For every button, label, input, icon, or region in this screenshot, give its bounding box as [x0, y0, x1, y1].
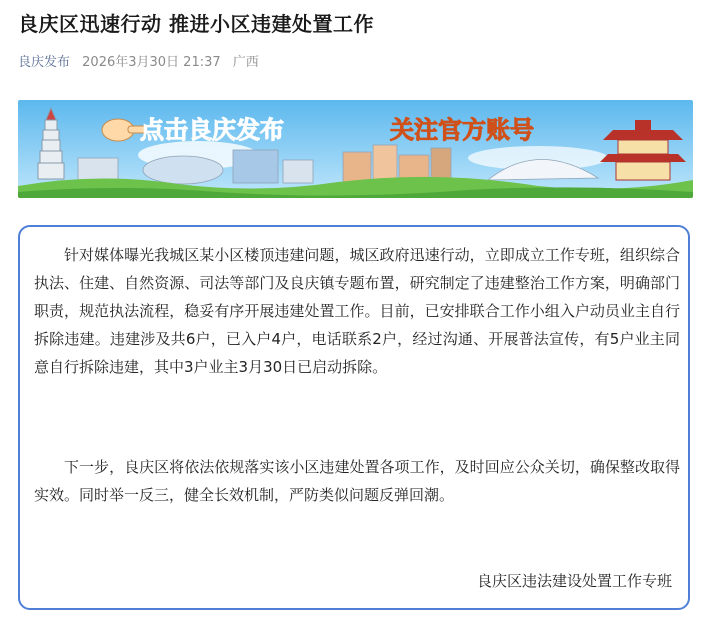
publish-location: 广西	[232, 55, 259, 70]
banner-text-right: 关注官方账号	[390, 116, 534, 144]
article-meta	[18, 51, 267, 70]
promo-banner[interactable]	[18, 100, 693, 198]
banner-illustration	[18, 100, 693, 198]
publish-datetime: 2026年3月30日 21:37	[82, 55, 221, 70]
statement-box	[18, 225, 690, 610]
paragraph-1: 针对媒体曝光我城区某小区楼顶违建问题，城区政府迅速行动，立即成立工作专班，组织综合执法、住建、自然资源、司法等部门及良庆镇专题布置，研究制定了违建整治工作方案，明确部门职责，规范执法流程，稳妥有序开展违建处置工作。目前，已安排联合工作小组入户动员业主自行拆除违建。违建涉及共6户，已入户4户，电话联系2户，经过沟通、开展普法宣传，有5户业主同意自行拆除违建，其中3户业主3月30日已启动拆除。	[34, 246, 680, 376]
source-link[interactable]: 良庆发布	[18, 55, 71, 70]
banner-text-left: 点击良庆发布	[140, 116, 284, 144]
article-title: 良庆区迅速行动 推进小区违建处置工作	[18, 12, 374, 36]
signature: 良庆区违法建设处置工作专班	[476, 572, 672, 590]
paragraph-2: 下一步，良庆区将依法依规落实该小区违建处置各项工作，及时回应公众关切，确保整改取得实效。同时举一反三，健全长效机制，严防类似问题反弹回潮。	[34, 458, 680, 504]
